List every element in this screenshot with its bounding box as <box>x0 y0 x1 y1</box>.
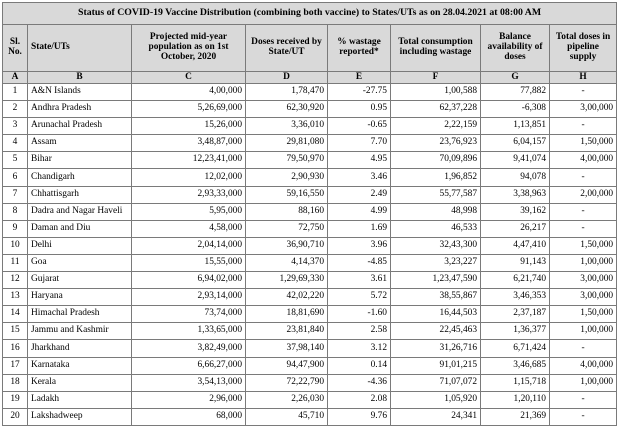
total-consumption-cell: 1,00,588 <box>391 84 481 101</box>
column-letter: F <box>391 72 481 84</box>
population-cell: 6,94,02,000 <box>132 272 246 289</box>
pipeline-cell: 1,50,000 <box>550 237 617 254</box>
total-consumption-cell: 70,09,896 <box>391 152 481 169</box>
table-row <box>3 169 617 186</box>
pipeline-cell: 4,00,000 <box>550 357 617 374</box>
total-consumption-cell: 38,55,867 <box>391 289 481 306</box>
population-cell: 12,02,000 <box>132 169 246 186</box>
balance-cell: 2,37,187 <box>481 306 550 323</box>
total-consumption-cell: 1,96,852 <box>391 169 481 186</box>
doses-received-cell: 88,160 <box>246 203 328 220</box>
state-name-cell: Kerala <box>28 374 132 391</box>
state-name-cell: Dadra and Nagar Haveli <box>28 203 132 220</box>
pipeline-cell: 3,00,000 <box>550 101 617 118</box>
wastage-cell: 0.14 <box>328 357 391 374</box>
wastage-cell: 3.46 <box>328 169 391 186</box>
pipeline-cell: - <box>550 84 617 101</box>
pipeline-cell: 1,00,000 <box>550 254 617 271</box>
sl-no-cell: 14 <box>3 306 28 323</box>
wastage-cell: -4.85 <box>328 254 391 271</box>
state-name-cell: Chandigarh <box>28 169 132 186</box>
sl-no-cell: 9 <box>3 220 28 237</box>
state-name-cell: Haryana <box>28 289 132 306</box>
wastage-cell: 2.49 <box>328 186 391 203</box>
population-cell: 15,26,000 <box>132 118 246 135</box>
balance-cell: 21,369 <box>481 408 550 425</box>
doses-received-cell: 72,750 <box>246 220 328 237</box>
pipeline-cell: - <box>550 340 617 357</box>
table-row <box>3 220 617 237</box>
balance-cell: 6,21,740 <box>481 272 550 289</box>
total-consumption-cell: 55,77,587 <box>391 186 481 203</box>
pipeline-cell: - <box>550 408 617 425</box>
sl-no-cell: 1 <box>3 84 28 101</box>
pipeline-cell: - <box>550 118 617 135</box>
total-consumption-cell: 71,07,072 <box>391 374 481 391</box>
table-title: Status of COVID-19 Vaccine Distribution (combining both vaccine) to States/UTs as on 28.04.2021 at 08:00 AM <box>3 3 617 25</box>
population-cell: 3,48,87,000 <box>132 135 246 152</box>
wastage-cell: 7.70 <box>328 135 391 152</box>
column-letter: D <box>246 72 328 84</box>
pipeline-cell: 1,50,000 <box>550 135 617 152</box>
population-cell: 73,74,000 <box>132 306 246 323</box>
balance-cell: 6,04,157 <box>481 135 550 152</box>
sl-no-cell: 12 <box>3 272 28 289</box>
sl-no-cell: 15 <box>3 323 28 340</box>
table-row <box>3 272 617 289</box>
population-cell: 68,000 <box>132 408 246 425</box>
pipeline-cell: 2,00,000 <box>550 186 617 203</box>
balance-cell: 4,47,410 <box>481 237 550 254</box>
doses-received-cell: 4,14,370 <box>246 254 328 271</box>
population-cell: 4,00,000 <box>132 84 246 101</box>
wastage-cell: 1.69 <box>328 220 391 237</box>
total-consumption-cell: 3,23,227 <box>391 254 481 271</box>
pipeline-cell: - <box>550 391 617 408</box>
pipeline-cell: 1,00,000 <box>550 323 617 340</box>
balance-cell: 94,078 <box>481 169 550 186</box>
total-consumption-cell: 2,22,159 <box>391 118 481 135</box>
population-cell: 3,54,13,000 <box>132 374 246 391</box>
header-wastage: % wastage reported* <box>328 25 391 72</box>
state-name-cell: Karnataka <box>28 357 132 374</box>
table-row <box>3 357 617 374</box>
balance-cell: -6,308 <box>481 101 550 118</box>
total-consumption-cell: 91,01,215 <box>391 357 481 374</box>
balance-cell: 1,15,718 <box>481 374 550 391</box>
wastage-cell: -4.36 <box>328 374 391 391</box>
table-row <box>3 408 617 425</box>
state-name-cell: Himachal Pradesh <box>28 306 132 323</box>
table-row <box>3 340 617 357</box>
table-row <box>3 135 617 152</box>
doses-received-cell: 23,81,840 <box>246 323 328 340</box>
population-cell: 1,33,65,000 <box>132 323 246 340</box>
state-name-cell: Ladakh <box>28 391 132 408</box>
total-consumption-cell: 46,533 <box>391 220 481 237</box>
vaccine-distribution-table-wrapper <box>2 2 616 426</box>
vaccine-distribution-table <box>2 2 617 426</box>
header-pipeline: Total doses in pipeline supply <box>550 25 617 72</box>
balance-cell: 1,13,851 <box>481 118 550 135</box>
wastage-cell: 2.08 <box>328 391 391 408</box>
header-doses-received: Doses received by State/UT <box>246 25 328 72</box>
state-name-cell: Chhattisgarh <box>28 186 132 203</box>
wastage-cell: -27.75 <box>328 84 391 101</box>
balance-cell: 1,20,110 <box>481 391 550 408</box>
sl-no-cell: 20 <box>3 408 28 425</box>
doses-received-cell: 72,22,790 <box>246 374 328 391</box>
sl-no-cell: 4 <box>3 135 28 152</box>
table-row <box>3 306 617 323</box>
header-population: Projected mid-year population as on 1st October, 2020 <box>132 25 246 72</box>
doses-received-cell: 2,90,930 <box>246 169 328 186</box>
state-name-cell: A&N Islands <box>28 84 132 101</box>
sl-no-cell: 7 <box>3 186 28 203</box>
column-letter: H <box>550 72 617 84</box>
table-row <box>3 84 617 101</box>
header-total-consumption: Total consumption including wastage <box>391 25 481 72</box>
sl-no-cell: 6 <box>3 169 28 186</box>
wastage-cell: 3.12 <box>328 340 391 357</box>
table-row <box>3 254 617 271</box>
sl-no-cell: 10 <box>3 237 28 254</box>
doses-received-cell: 62,30,920 <box>246 101 328 118</box>
header-sl-no: Sl. No. <box>3 25 28 72</box>
population-cell: 4,58,000 <box>132 220 246 237</box>
state-name-cell: Arunachal Pradesh <box>28 118 132 135</box>
doses-received-cell: 79,50,970 <box>246 152 328 169</box>
population-cell: 15,55,000 <box>132 254 246 271</box>
pipeline-cell: - <box>550 220 617 237</box>
total-consumption-cell: 1,23,47,590 <box>391 272 481 289</box>
sl-no-cell: 17 <box>3 357 28 374</box>
doses-received-cell: 3,36,010 <box>246 118 328 135</box>
table-row <box>3 289 617 306</box>
wastage-cell: -1.60 <box>328 306 391 323</box>
wastage-cell: 0.95 <box>328 101 391 118</box>
table-row <box>3 203 617 220</box>
doses-received-cell: 1,29,69,330 <box>246 272 328 289</box>
doses-received-cell: 37,98,140 <box>246 340 328 357</box>
pipeline-cell: 1,00,000 <box>550 374 617 391</box>
wastage-cell: 2.58 <box>328 323 391 340</box>
doses-received-cell: 45,710 <box>246 408 328 425</box>
pipeline-cell: - <box>550 169 617 186</box>
wastage-cell: -0.65 <box>328 118 391 135</box>
sl-no-cell: 13 <box>3 289 28 306</box>
column-letter-row <box>3 72 617 84</box>
balance-cell: 3,38,963 <box>481 186 550 203</box>
pipeline-cell: 3,00,000 <box>550 289 617 306</box>
column-letter: A <box>3 72 28 84</box>
table-row <box>3 391 617 408</box>
total-consumption-cell: 32,43,300 <box>391 237 481 254</box>
pipeline-cell: 4,00,000 <box>550 152 617 169</box>
wastage-cell: 3.96 <box>328 237 391 254</box>
table-row <box>3 152 617 169</box>
doses-received-cell: 59,16,550 <box>246 186 328 203</box>
sl-no-cell: 5 <box>3 152 28 169</box>
wastage-cell: 3.61 <box>328 272 391 289</box>
balance-cell: 6,71,424 <box>481 340 550 357</box>
state-name-cell: Delhi <box>28 237 132 254</box>
population-cell: 2,93,14,000 <box>132 289 246 306</box>
pipeline-cell: 3,00,000 <box>550 272 617 289</box>
state-name-cell: Daman and Diu <box>28 220 132 237</box>
state-name-cell: Goa <box>28 254 132 271</box>
total-consumption-cell: 62,37,228 <box>391 101 481 118</box>
header-balance: Balance availability of doses <box>481 25 550 72</box>
table-row <box>3 101 617 118</box>
state-name-cell: Jharkhand <box>28 340 132 357</box>
total-consumption-cell: 22,45,463 <box>391 323 481 340</box>
balance-cell: 9,41,074 <box>481 152 550 169</box>
sl-no-cell: 11 <box>3 254 28 271</box>
state-name-cell: Gujarat <box>28 272 132 289</box>
balance-cell: 1,36,377 <box>481 323 550 340</box>
sl-no-cell: 19 <box>3 391 28 408</box>
pipeline-cell: - <box>550 203 617 220</box>
wastage-cell: 4.95 <box>328 152 391 169</box>
state-name-cell: Andhra Pradesh <box>28 101 132 118</box>
balance-cell: 26,217 <box>481 220 550 237</box>
table-row <box>3 186 617 203</box>
header-row <box>3 25 617 72</box>
doses-received-cell: 2,26,030 <box>246 391 328 408</box>
total-consumption-cell: 1,05,920 <box>391 391 481 408</box>
sl-no-cell: 18 <box>3 374 28 391</box>
total-consumption-cell: 31,26,716 <box>391 340 481 357</box>
sl-no-cell: 2 <box>3 101 28 118</box>
state-name-cell: Lakshadweep <box>28 408 132 425</box>
wastage-cell: 5.72 <box>328 289 391 306</box>
sl-no-cell: 3 <box>3 118 28 135</box>
wastage-cell: 9.76 <box>328 408 391 425</box>
wastage-cell: 4.99 <box>328 203 391 220</box>
doses-received-cell: 36,90,710 <box>246 237 328 254</box>
population-cell: 3,82,49,000 <box>132 340 246 357</box>
doses-received-cell: 94,47,900 <box>246 357 328 374</box>
total-consumption-cell: 24,341 <box>391 408 481 425</box>
table-row <box>3 118 617 135</box>
doses-received-cell: 29,81,080 <box>246 135 328 152</box>
sl-no-cell: 8 <box>3 203 28 220</box>
doses-received-cell: 42,02,220 <box>246 289 328 306</box>
population-cell: 2,93,33,000 <box>132 186 246 203</box>
header-state: State/UTs <box>28 25 132 72</box>
doses-received-cell: 18,81,690 <box>246 306 328 323</box>
table-row <box>3 374 617 391</box>
population-cell: 2,04,14,000 <box>132 237 246 254</box>
balance-cell: 3,46,685 <box>481 357 550 374</box>
column-letter: G <box>481 72 550 84</box>
total-consumption-cell: 23,76,923 <box>391 135 481 152</box>
balance-cell: 91,143 <box>481 254 550 271</box>
state-name-cell: Bihar <box>28 152 132 169</box>
column-letter: B <box>28 72 132 84</box>
total-consumption-cell: 16,44,503 <box>391 306 481 323</box>
balance-cell: 39,162 <box>481 203 550 220</box>
column-letter: E <box>328 72 391 84</box>
doses-received-cell: 1,78,470 <box>246 84 328 101</box>
population-cell: 2,96,000 <box>132 391 246 408</box>
table-title-row <box>3 3 617 25</box>
population-cell: 5,95,000 <box>132 203 246 220</box>
population-cell: 12,23,41,000 <box>132 152 246 169</box>
population-cell: 5,26,69,000 <box>132 101 246 118</box>
column-letter: C <box>132 72 246 84</box>
total-consumption-cell: 48,998 <box>391 203 481 220</box>
sl-no-cell: 16 <box>3 340 28 357</box>
state-name-cell: Jammu and Kashmir <box>28 323 132 340</box>
pipeline-cell: 1,50,000 <box>550 306 617 323</box>
balance-cell: 3,46,353 <box>481 289 550 306</box>
table-row <box>3 237 617 254</box>
state-name-cell: Assam <box>28 135 132 152</box>
population-cell: 6,66,27,000 <box>132 357 246 374</box>
balance-cell: 77,882 <box>481 84 550 101</box>
table-row <box>3 323 617 340</box>
